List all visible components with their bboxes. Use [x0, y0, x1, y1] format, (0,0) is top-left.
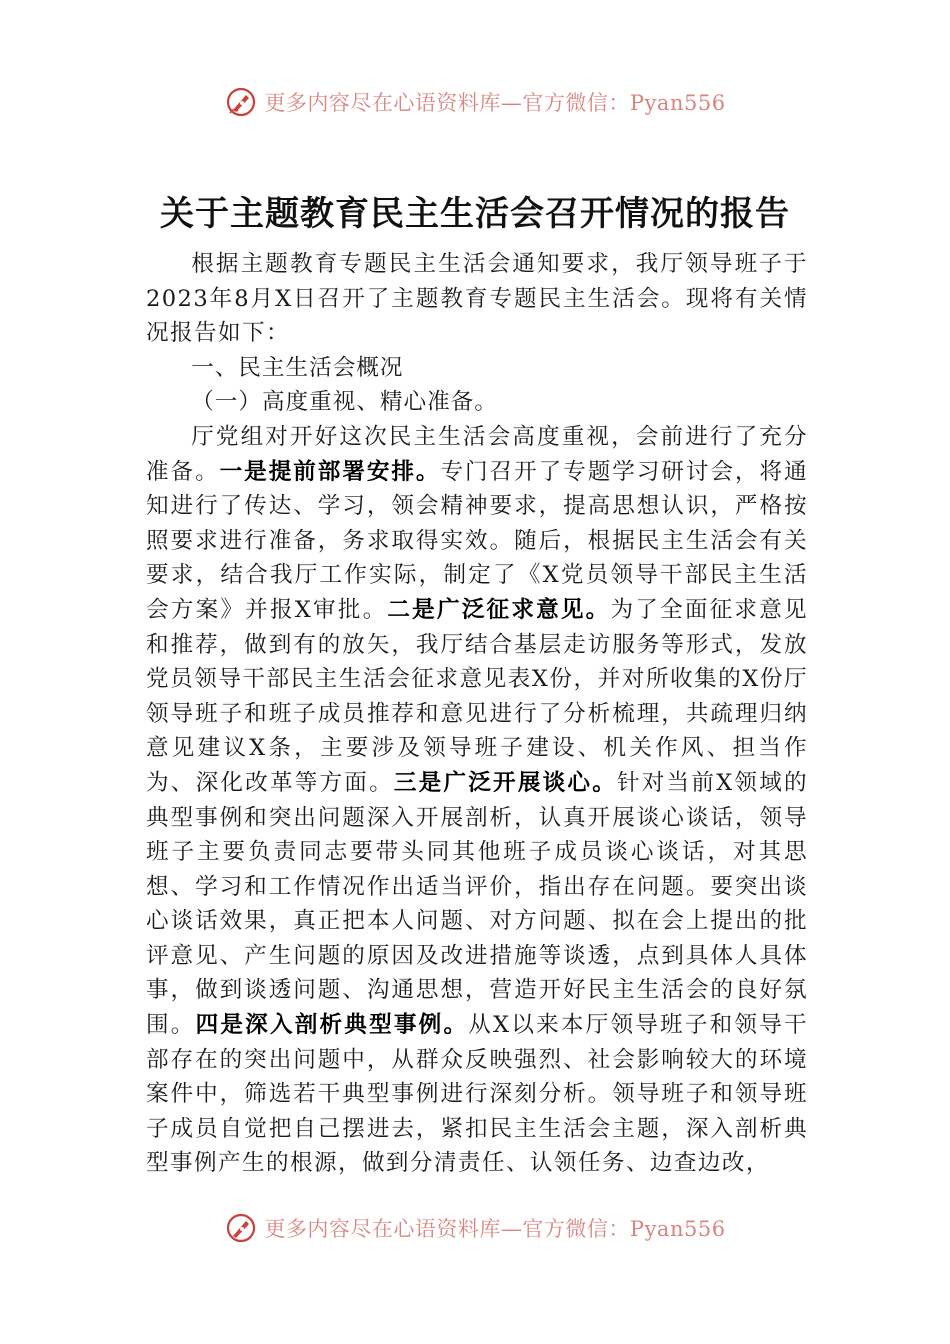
- bold-point-1: 一是提前部署安排。: [219, 458, 441, 485]
- watermark-text: 更多内容尽在心语资料库—官方微信：Pyan556: [264, 1217, 726, 1241]
- document-title: 关于主题教育民主生活会召开情况的报告: [160, 194, 790, 234]
- bold-point-3: 三是广泛开展谈心。: [393, 769, 617, 796]
- document-body: [146, 247, 808, 1181]
- watermark-banner-bottom: [0, 1202, 950, 1242]
- paragraph-text: 从X以来本厅领导班子和领导干部存在的突出问题中，从群众反映强烈、社会影响较大的环境案件中，筛选若干典型事例进行深刻分析。领导班子和领导班子成员自觉把自己摆进去，紧扣民主生活会主题，深入剖析典型事例产生的根源，做到分清责任、认领任务、边查边改，: [146, 1012, 808, 1177]
- paragraph-text: 厅党组对开好这次民主生活会高度重视，会前进行了充分准备。: [146, 423, 808, 485]
- bold-point-4: 四是深入剖析典型事例。: [195, 1012, 469, 1039]
- section-heading: 一、民主生活会概况: [191, 354, 404, 381]
- watermark-text: 更多内容尽在心语资料库—官方微信：Pyan556: [264, 91, 726, 115]
- body-paragraph: [146, 420, 808, 1181]
- paragraph-text: 专门召开了专题学习研讨会，将通知进行了传达、学习，领会精神要求，提高思想认识，严格按照要求进行准备，务求取得实效。随后，根据民主生活会有关要求，结合我厅工作实际，制定了《X党员领导干部民主生活会方案》并报X审批。: [146, 458, 808, 623]
- pen-nib-circle-logo-icon: [224, 1211, 258, 1242]
- intro-paragraph: 根据主题教育专题民主生活会通知要求，我厅领导班子于2023年8月X日召开了主题教育专题民主生活会。现将有关情况报告如下：: [146, 251, 808, 347]
- watermark-banner-top: [0, 82, 950, 122]
- pen-nib-circle-logo-icon: [224, 85, 258, 119]
- paragraph-text: 针对当前X领域的典型事例和突出问题深入开展剖析，认真开展谈心谈话，领导班子主要负责同志要带头同其他班子成员谈心谈话，对其思想、学习和工作情况作出适当评价，指出存在问题。要突出谈心谈话效果，真正把本人问题、对方问题、拟在会上提出的批评意见、产生问题的原因及改进措施等谈透，点到具体人具体事，做到谈透问题、沟通思想，营造开好民主生活会的良好氛围。: [146, 769, 808, 1039]
- paragraph-text: 为了全面征求意见和推荐，做到有的放矢，我厅结合基层走访服务等形式，发放党员领导干部民主生活会征求意见表X份，并对所收集的X份厅领导班子和班子成员推荐和意见进行了分析梳理，共疏理归纳意见建议X条，主要涉及领导班子建设、机关作风、担当作为、深化改革等方面。: [146, 596, 808, 796]
- bold-point-2: 二是广泛征求意见。: [387, 596, 611, 623]
- subsection-heading: （一）高度重视、精心准备。: [191, 389, 498, 416]
